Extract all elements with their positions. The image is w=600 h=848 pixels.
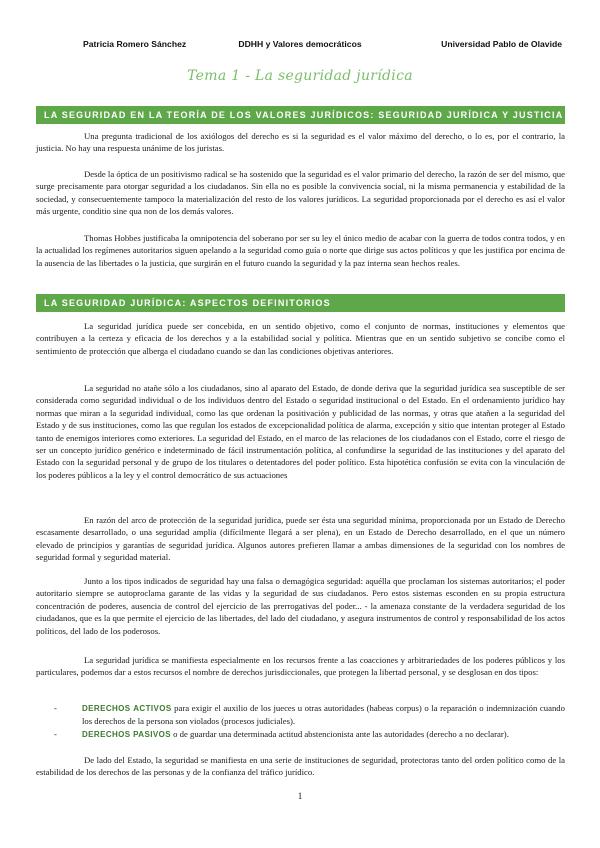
paragraph: De lado del Estado, la seguridad se manifiesta en una serie de instituciones de seguridad, protectoras tanto del orden político como de la estabilidad de los derechos de las personas y de la confianza del tráfico jurídico. [36,755,565,778]
section-heading-1: LA SEGURIDAD EN LA TEORÍA DE LOS VALORES JURÍDICOS: SEGURIDAD JURÍDICA Y JUSTICIA [36,106,565,124]
list-item: - DERECHOS PASIVOS o de guardar una determinada actitud abstencionista ante las autoridades (derecho a no declarar). [54,728,509,739]
page-number: 1 [297,791,303,801]
header-course: DDHH y Valores democráticos [238,39,362,49]
paragraph: Junto a los tipos indicados de seguridad hay una falsa o demagógica seguridad: aquélla que proclaman los sistemas autoritarios; el poder autoritario siempre se autoproclama garante de las vidas y la seguridad de sus ciudadanos. Pero estos sistemas esconden en su propia estructura concentración de poderes, ausencia de control del ejercicio de las prerrogativas del poder... - la amenaza constante de la verdadera seguridad de los ciudadanos, que es la que permite el ejercicio de las libertades, del lado del ciudadano, y asegura instrumentos de control y responsabilidad de los actos políticos, del lado de los poderosos. [36,576,565,636]
paragraph: En razón del arco de protección de la seguridad jurídica, puede ser ésta una seguridad mínima, proporcionada por un Estado de Derecho escasamente desarrollado, o una seguridad amplia (difícilmente llegará a ser plena), en un Estado de Derecho desarrollado, en el que un número elevado de principios y garantías de seguridad jurídica. Algunos autores prefieren llamar a ambas dimensiones de la seguridad con los nombres de seguridad formal y seguridad material. [36,515,565,563]
paragraph: Thomas Hobbes justificaba la omnipotencia del soberano por ser su ley el único medio de acabar con la guerra de todos contra todos, y en la actualidad los regímenes autoritarios siguen apelando a la seguridad como guía o norte que dirige sus actos políticos y que les justifica por encima de la ausencia de las libertades o la justicia, que surgirán en el futuro cuando la seguridad y la paz interna sean hechos reales. [36,233,565,268]
list-item: - DERECHOS ACTIVOS para exigir el auxilio de los jueces u otras autoridades (habeas corpus) o la reparación o indemnización cuando los derechos de la persona son violados (procesos judiciales). [54,703,565,727]
header-university: Universidad Pablo de Olavide [441,39,562,49]
paragraph: La seguridad jurídica puede ser concebida, en un sentido objetivo, como el conjunto de normas, instituciones y elementos que contribuyen a la certeza y eficacia de los derechos y a la estabilidad social y política. Mientras que en un sentido subjetivo se concibe como el sentimiento de protección que alberga el ciudadano cuando se dan las condiciones objetivas anteriores. [36,321,565,356]
paragraph: La seguridad jurídica se manifiesta especialmente en los recursos frente a las coacciones y arbitrariedades de los poderes públicos y los particulares, podemos dar a estos recursos el nombre de derechos jurisdiccionales, que protegen la libertad personal, y se desglosan en dos tipos: [36,655,565,678]
paragraph: Una pregunta tradicional de los axiólogos del derecho es si la seguridad es el valor máximo del derecho, o lo es, por el contrario, la justicia. No hay una respuesta unánime de los juristas. [36,131,565,154]
list-keyword: DERECHOS PASIVOS [82,729,171,739]
list-keyword: DERECHOS ACTIVOS [82,704,172,713]
paragraph: Desde la óptica de un positivismo radical se ha sostenido que la seguridad es el valor primario del derecho, la razón de ser del mismo, que surge precisamente para otorgar seguridad a los ciudadanos. Sin ella no es posible la convivencia social, ni la misma permanencia y estabilidad de la sociedad, y consecuentemente tampoco la materialización del resto de los valores jurídicos. La seguridad proporcionada por el derecho es así el valor más urgente, conditio sine qua non de los demás valores. [36,169,565,217]
section-heading-2: LA SEGURIDAD JURÍDICA: ASPECTOS DEFINITORIOS [36,294,565,312]
paragraph: La seguridad no atañe sólo a los ciudadanos, sino al aparato del Estado, de donde deriva que la seguridad jurídica sea susceptible de ser considerada como seguridad individual o de los individuos dentro del Estado o seguridad institucional o del Estado. En el ordenamiento jurídico hay normas que miran a la seguridad individual, como las que ordenan la positivación y publicidad de las normas, y otras que atañen a la seguridad del Estado y de sus instituciones, como las que regulan los estados de excepcionalidad política de alarma, excepción y sitio que intentan proteger al Estado tanto de enemigos interiores como exteriores. La seguridad del Estado, en el marco de las relaciones de los ciudadanos con el Estado, corre el riesgo de ser un concepto jurídico genérico e indeterminado de fácil instrumentación política, al confundirse la seguridad de las instituciones y del aparato del Estado con la seguridad personal y de grupo de los titulares o detentadores del poder político. Esta hipotética confusión se evita con la vinculación de los poderes públicos a la ley y el control democrático de sus actuaciones [36,383,565,480]
rights-list [36,702,565,741]
topic-title: Tema 1 - La seguridad jurídica [187,68,413,84]
page-header [0,39,600,53]
header-author: Patricia Romero Sánchez [83,39,187,49]
